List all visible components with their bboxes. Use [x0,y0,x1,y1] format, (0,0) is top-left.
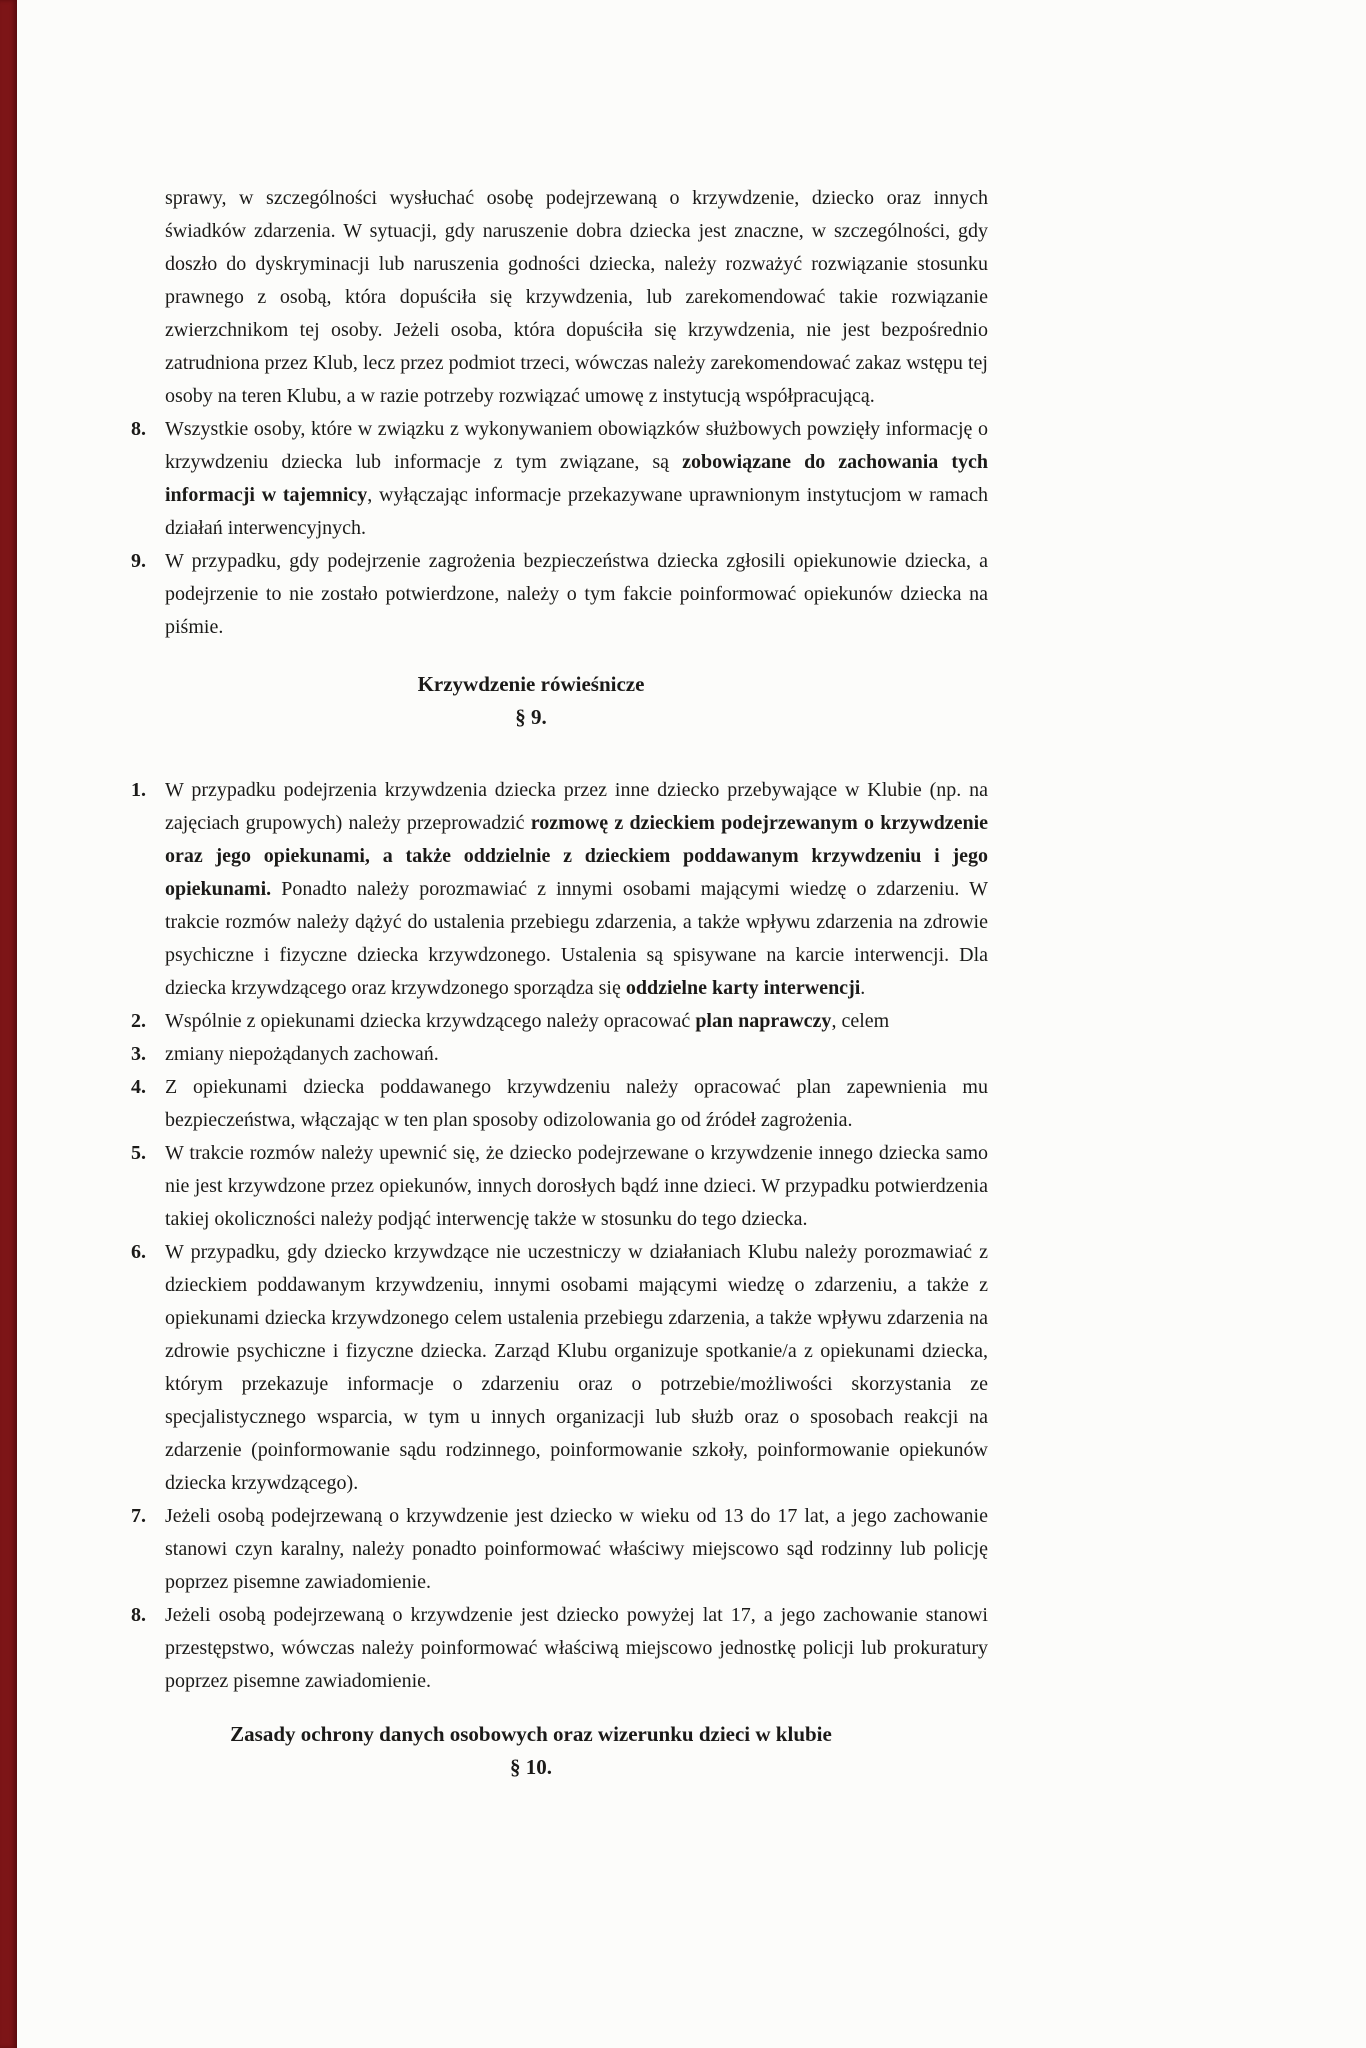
text-run: Jeżeli osobą podejrzewaną o krzywdzenie jest dziecko w wieku od 13 do 17 lat, a jego zachowanie stanowi czyn karalny, należy ponadto poinformować właściwy miejscowo sąd rodzinny lub policję poprzez pisemne zawiadomienie. [165,1505,988,1593]
text-run: Jeżeli osobą podejrzewaną o krzywdzenie jest dziecko powyżej lat 17, a jego zachowanie stanowi przestępstwo, wówczas należy poinformować właściwą miejscowo jednostkę policji lub prokuratury poprzez pisemne zawiadomienie. [165,1604,988,1692]
text-run: Wspólnie z opiekunami dziecka krzywdzącego należy opracować [165,1010,696,1032]
list-item-number: 3. [131,1043,146,1065]
bold-text-run: plan naprawczy [695,1010,832,1032]
paragraph-mark: § 9. [515,705,547,729]
document-content [131,0,988,1784]
list-item-text [165,1005,988,1038]
text-run: , wyłączając informacje przekazywane uprawnionym instytucjom w ramach działań interwencyjnych. [165,484,988,539]
text-run: W przypadku, gdy podejrzenie zagrożenia bezpieczeństwa dziecka zgłosili opiekunowie dziecka, a podejrzenie to nie zostało potwierdzone, należy o tym fakcie poinformować opiekunów dziecka na piśmie. [165,550,988,638]
list-item-text [165,774,988,1005]
text-run: sprawy, w szczególności wysłuchać osobę podejrzewaną o krzywdzenie, dziecko oraz innych świadków zdarzenia. W sytuacji, gdy naruszenie dobra dziecka jest znaczne, w szczególności, gdy doszło do dyskryminacji lub naruszenia godności dziecka, należy rozważyć rozwiązanie stosunku prawnego z osobą, która dopuściła się krzywdzenia, lub zarekomendować takie rozwiązanie zwierzchnikom tej osoby. Jeżeli osoba, która dopuściła się krzywdzenia, nie jest bezpośrednio zatrudniona przez Klub, lecz przez podmiot trzeci, wówczas należy zarekomendować zakaz wstępu tej osoby na teren Klubu, a w razie potrzeby rozwiązać umowę z instytucją współpracującą. [165,187,988,407]
text-run: , celem [831,1010,890,1032]
list-item-number: 4. [131,1076,146,1098]
list-item-text [165,545,988,644]
list-item [131,413,988,545]
scan-edge-artifact [0,0,17,2048]
list-item [131,1500,988,1599]
list-item-text [165,413,988,545]
list-item [131,1137,988,1236]
text-run: . [860,977,866,999]
text-run: W przypadku, gdy dziecko krzywdzące nie uczestniczy w działaniach Klubu należy porozmawiać z dzieckiem poddawanym krzywdzeniu, innymi osobami mającymi wiedzę o zdarzeniu, a także z opiekunami dziecka krzywdzonego celem ustalenia przebiegu zdarzenia, a także wpływu zdarzenia na zdrowie psychiczne i fizyczne dziecka. Zarząd Klubu organizuje spotkanie/a z opiekunami dziecka, którym przekazuje informacje o zdarzeniu oraz o potrzebie/możliwości skorzystania ze specjalistycznego wsparcia, w tym u innych organizacji lub służb oraz o sposobach reakcji na zdarzenie (poinformowanie sądu rodzinnego, poinformowanie szkoły, poinformowanie opiekunów dziecka krzywdzącego). [165,1241,988,1494]
list-item [131,774,988,1005]
list-item [131,1038,988,1071]
section-heading-peer-abuse [131,668,931,734]
list-item-number: 6. [131,1241,146,1263]
list-item-number: 9. [131,550,146,572]
ordered-list-continued [131,413,988,644]
list-item-text [165,1071,988,1137]
list-item-number: 2. [131,1010,146,1032]
text-run: W trakcie rozmów należy upewnić się, że dziecko podejrzewane o krzywdzenie innego dziecka samo nie jest krzywdzone przez opiekunów, innych dorosłych bądź inne dzieci. W przypadku potwierdzenia takiej okoliczności należy podjąć interwencję także w stosunku do tego dziecka. [165,1142,988,1230]
list-item-number: 7. [131,1505,146,1527]
section-title: Krzywdzenie rówieśnicze [417,672,645,696]
list-item [131,1236,988,1500]
text-run: Z opiekunami dziecka poddawanego krzywdzeniu należy opracować plan zapewnienia mu bezpieczeństwa, włączając w ten plan sposoby odizolowania go od źródeł zagrożenia. [165,1076,988,1131]
text-run: zmiany niepożądanych zachowań. [165,1043,439,1065]
list-item [131,1599,988,1698]
list-item-number: 8. [131,1604,146,1626]
list-item-text [165,1137,988,1236]
ordered-list-paragraph-9 [131,774,988,1698]
bold-text-run: rozmowę z dzieckiem podejrzewanym o krzywdzenie oraz jego opiekunami, a także oddzielnie z dzieckiem poddawanym krzywdzeniu i jego opiekunami. [165,812,988,900]
list-item [131,1071,988,1137]
list-item-text [165,1038,988,1071]
text-run: Ponadto należy porozmawiać z innymi osobami mającymi wiedzę o zdarzeniu. W trakcie rozmów należy dążyć do ustalenia przebiegu zdarzenia, a także wpływu zdarzenia na zdrowie psychiczne i fizyczne dziecka krzywdzonego. Ustalenia są spisywane na karcie interwencji. Dla dziecka krzywdzącego oraz krzywdzonego sporządza się [165,878,988,999]
section-heading-data-protection [131,1718,931,1784]
list-item-number: 5. [131,1142,146,1164]
bold-text-run: oddzielne karty interwencji [625,977,861,999]
list-item-number: 1. [131,779,146,801]
list-item-text [165,1599,988,1698]
list-item-text [165,1236,988,1500]
list-item [131,545,988,644]
intro-paragraph [165,182,988,413]
paragraph-mark: § 10. [510,1755,552,1779]
text-run: W przypadku podejrzenia krzywdzenia dziecka przez inne dziecko przebywające w Klubie (np. na zajęciach grupowych) należy przeprowadzić [165,779,988,834]
section-title: Zasady ochrony danych osobowych oraz wizerunku dzieci w klubie [230,1722,832,1746]
list-item-text [165,1500,988,1599]
text-run: Wszystkie osoby, które w związku z wykonywaniem obowiązków służbowych powzięły informację o krzywdzeniu dziecka lub informacje z tym związane, są [165,418,988,473]
list-item [131,1005,988,1038]
list-item-number: 8. [131,418,146,440]
bold-text-run: zobowiązane do zachowania tych informacji w tajemnicy [165,451,988,506]
